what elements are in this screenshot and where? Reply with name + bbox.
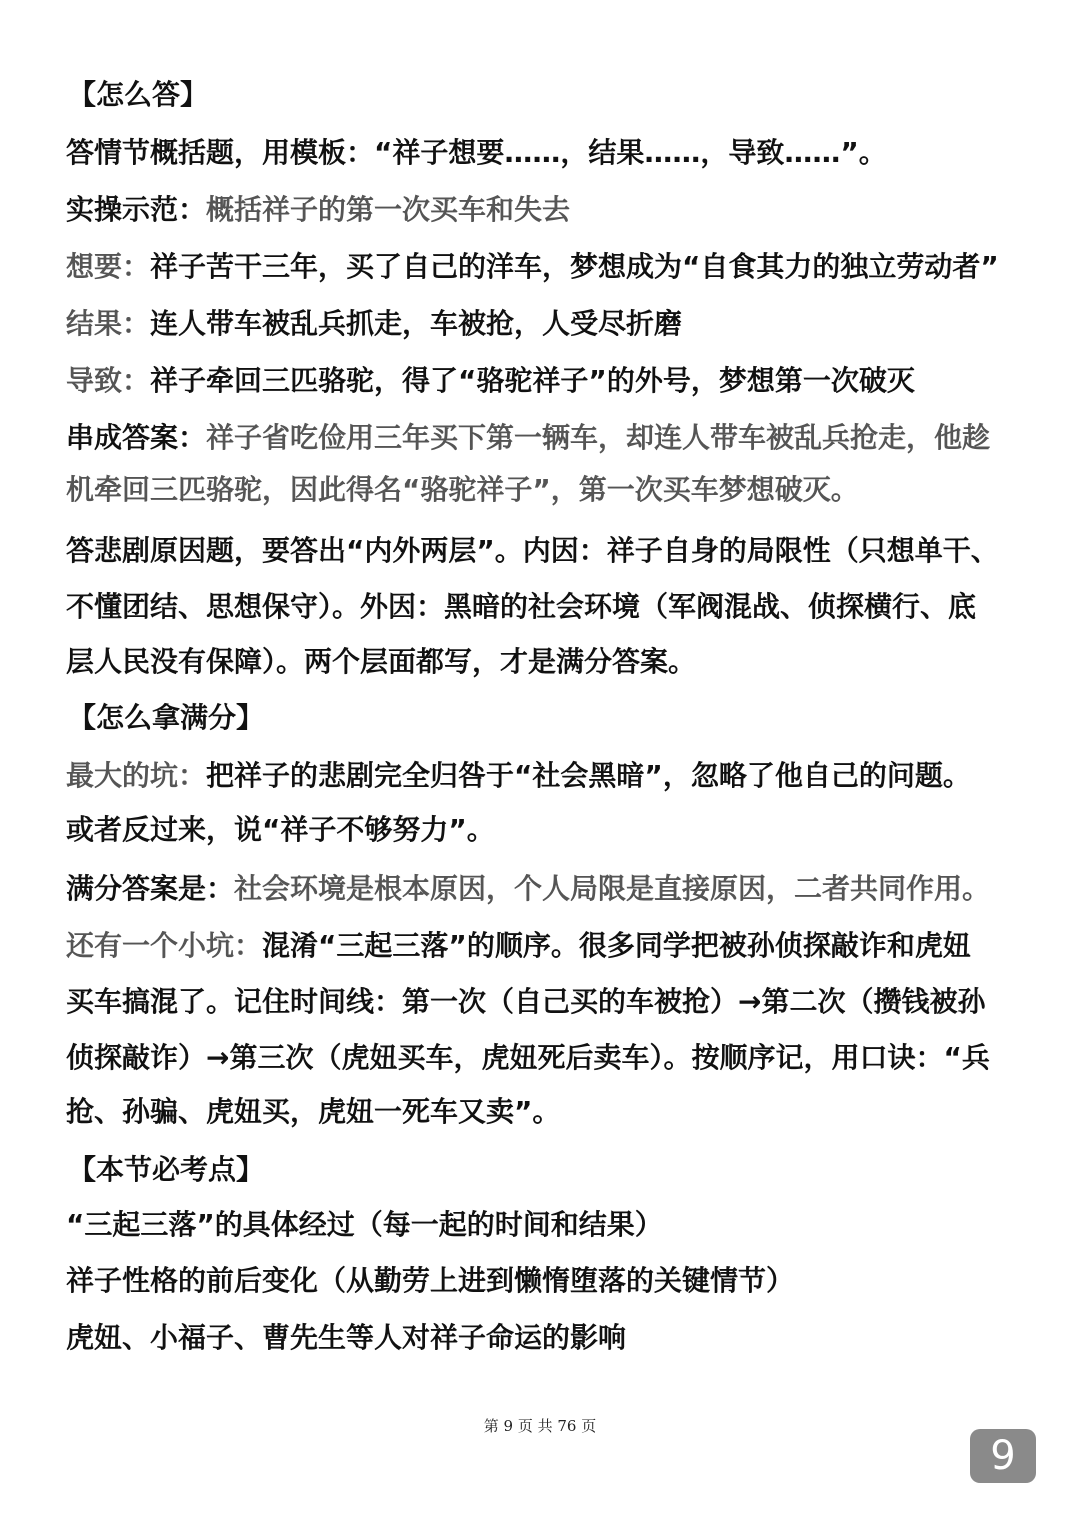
section-heading-key-points: 【本节必考点】 <box>68 1153 265 1186</box>
result-line <box>66 304 1020 344</box>
template-instruction: 答情节概括题，用模板：“祥子想要……，结果……，导致……”。 <box>66 136 887 169</box>
lead-text: 祥子牵回三匹骆驼，得了“骆驼祥子”的外号，梦想第一次破灭 <box>150 364 915 397</box>
want-label: 想要： <box>66 250 151 283</box>
small-pit-line-3: 侦探敲诈）→第三次（虎妞买车，虎妞死后卖车）。按顺序记，用口诀：“兵 <box>66 1041 990 1074</box>
demo-text: 概括祥子的第一次买车和失去 <box>206 193 571 226</box>
pit-line-1 <box>66 756 1020 796</box>
result-text: 连人带车被乱兵抓走，车被抢，人受尽折磨 <box>150 307 683 340</box>
lead-line <box>66 361 1020 401</box>
small-pit-line-4: 抢、孙骗、虎妞买，虎妞一死车又卖”。 <box>66 1095 561 1128</box>
combined-label: 串成答案： <box>66 421 207 454</box>
key-point-item: “三起三落”的具体经过（每一起的时间和结果） <box>66 1208 663 1241</box>
answer-label: 满分答案是： <box>66 872 235 905</box>
want-text: 祥子苦干三年，买了自己的洋车，梦想成为“自食其力的独立劳动者” <box>150 250 999 283</box>
key-point-item: 祥子性格的前后变化（从勤劳上进到懒惰堕落的关键情节） <box>66 1264 795 1297</box>
answer-text: 社会环境是根本原因，个人局限是直接原因，二者共同作用。 <box>234 872 991 905</box>
pit-text-1: 把祥子的悲剧完全归咎于“社会黑暗”，忽略了他自己的问题。 <box>206 759 971 792</box>
small-pit-text-1: 混淆“三起三落”的顺序。很多同学把被孙侦探敲诈和虎妞 <box>262 929 971 962</box>
want-line <box>66 247 1020 287</box>
tragedy-line-1: 答悲剧原因题，要答出“内外两层”。内因：祥子自身的局限性（只想单干、 <box>66 534 999 567</box>
combined-line-1 <box>66 418 1020 458</box>
pit-label: 最大的坑： <box>66 759 207 792</box>
tragedy-line-3: 层人民没有保障）。两个层面都写，才是满分答案。 <box>66 645 697 678</box>
pit-line-2: 或者反过来，说“祥子不够努力”。 <box>66 813 495 846</box>
section-heading-full-score: 【怎么拿满分】 <box>68 701 265 734</box>
combined-line-2: 机牵回三匹骆驼，因此得名“骆驼祥子”，第一次买车梦想破灭。 <box>66 473 859 506</box>
tragedy-line-2: 不懂团结、思想保守）。外因：黑暗的社会环境（军阀混战、侦探横行、底 <box>66 590 977 623</box>
lead-label: 导致： <box>66 364 151 397</box>
small-pit-label: 还有一个小坑： <box>66 929 263 962</box>
section-heading-how-to-answer: 【怎么答】 <box>68 78 209 111</box>
small-pit-line-2: 买车搞混了。记住时间线：第一次（自己买的车被抢）→第二次（攒钱被孙 <box>66 985 986 1018</box>
key-point-item: 虎妞、小福子、曹先生等人对祥子命运的影响 <box>66 1321 627 1354</box>
page-badge: 9 <box>970 1429 1036 1483</box>
demo-label: 实操示范： <box>66 193 207 226</box>
result-label: 结果： <box>66 307 151 340</box>
page-number: 第 9 页 共 76 页 <box>483 1417 597 1435</box>
small-pit-line-1 <box>66 926 1020 966</box>
answer-line <box>66 869 1020 909</box>
demo-line <box>66 190 1020 230</box>
combined-text-1: 祥子省吃俭用三年买下第一辆车，却连人带车被乱兵抢走，他趁 <box>206 421 991 454</box>
